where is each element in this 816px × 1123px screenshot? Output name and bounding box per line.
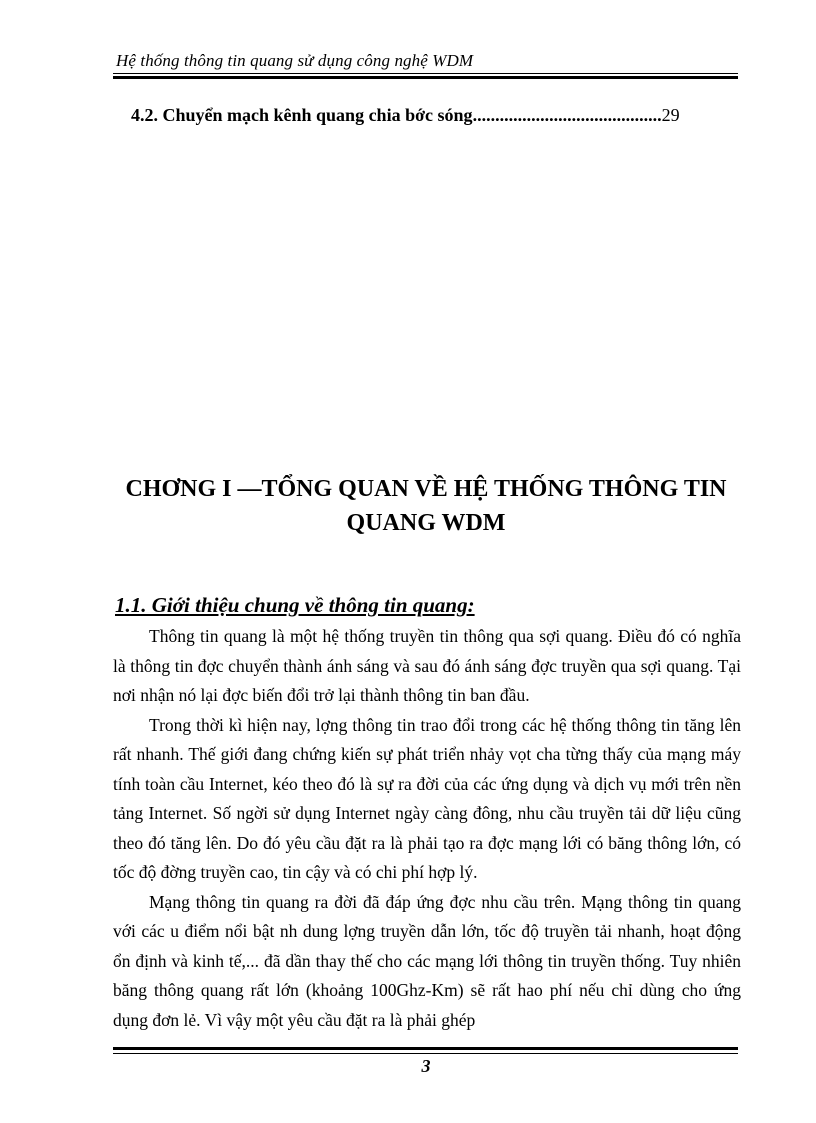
body-paragraph: Trong thời kì hiện nay, lợng thông tin trao đổi trong các hệ thống thông tin tăng lên rất nhanh. Thế giới đang chứng kiến sự phát triển nhảy vọt cha từng thấy của mạng máy tính toàn cầu Internet, kéo theo đó là sự ra đời của các ứng dụng và dịch vụ mới trên nền tảng Internet. Số ngời sử dụng Internet ngày càng đông, nhu cầu truyền tải dữ liệu cũng theo đó tăng lên. Do đó yêu cầu đặt ra là phải tạo ra đợc mạng lới có băng thông lớn, có tốc độ đờng truyền cao, tin cậy và có chi phí hợp lý. bbox=[113, 714, 741, 882]
footer-rule-thick bbox=[113, 1047, 738, 1050]
chapter-title-line-1: CHƠNG I —TỔNG QUAN VỀ HỆ THỐNG THÔNG TIN bbox=[125, 476, 727, 502]
page-number: 3 bbox=[421, 1056, 431, 1076]
chapter-title bbox=[90, 472, 762, 540]
toc-entry bbox=[131, 105, 680, 126]
toc-entry-leader: .......................................... bbox=[472, 105, 662, 125]
header-rule-thick bbox=[113, 76, 738, 79]
section-heading: 1.1. Giới thiệu chung về thông tin quang: bbox=[115, 593, 475, 617]
toc-entry-page: 29 bbox=[661, 105, 680, 125]
body-paragraph: Thông tin quang là một hệ thống truyền tin thông qua sợi quang. Điều đó có nghĩa là thông tin đợc chuyển thành ánh sáng và sau đó ánh sáng đợc truyền qua sợi quang. Tại nơi nhận nó lại đợc biến đổi trở lại thành thông tin ban đầu. bbox=[113, 626, 741, 705]
chapter-title-line-2: QUANG WDM bbox=[346, 510, 506, 536]
body-paragraph: Mạng thông tin quang ra đời đã đáp ứng đợc nhu cầu trên. Mạng thông tin quang với các u điểm nổi bật nh dung lợng truyền dẫn lớn, tốc độ truyền tải nhanh, hoạt động ổn định và kinh tế,... đã dần thay thế cho các mạng lới thông tin truyền thống. Tuy nhiên băng thông quang rất lớn (khoảng 100Ghz-Km) sẽ rất hao phí nếu chỉ dùng cho ứng dụng đơn lẻ. Vì vậy một yêu cầu đặt ra là phải ghép bbox=[113, 891, 741, 1030]
footer-rule-thin bbox=[113, 1053, 738, 1054]
toc-entry-label: 4.2. Chuyển mạch kênh quang chia bớc sóng bbox=[131, 105, 473, 125]
header-rule-thin bbox=[113, 73, 738, 74]
body-text bbox=[113, 622, 741, 1035]
running-header: Hệ thống thông tin quang sử dụng công nghệ WDM bbox=[116, 51, 474, 70]
